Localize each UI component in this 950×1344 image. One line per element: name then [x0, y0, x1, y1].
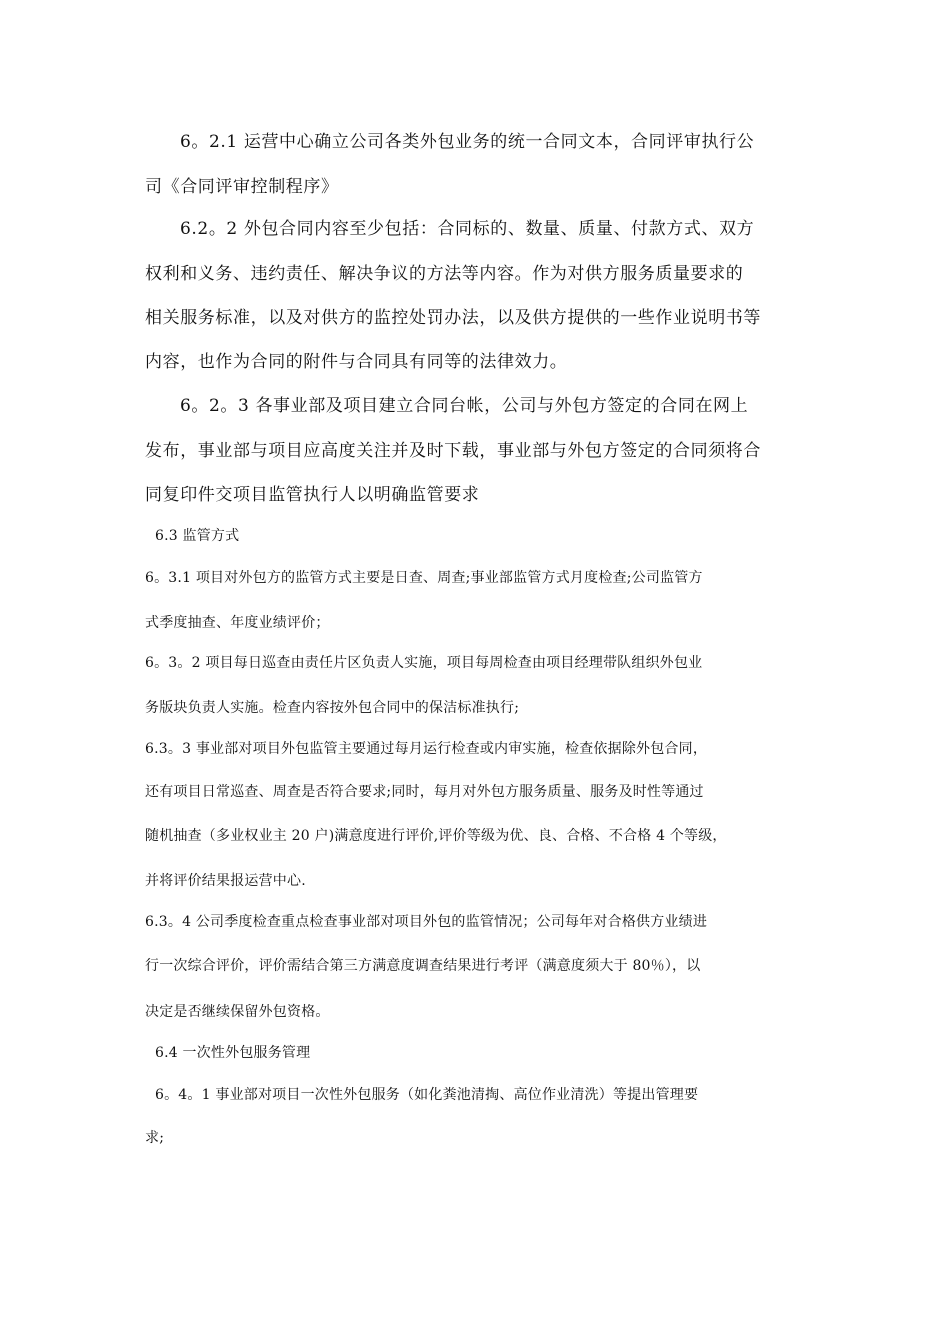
section-heading: 6.3 监管方式 — [155, 528, 240, 544]
text-line: 权利和义务、违约责任、解决争议的方法等内容。作为对供方服务质量要求的 — [145, 264, 744, 284]
text-line: 行一次综合评价，评价需结合第三方满意度调查结果进行考评（满意度须大于 80％），以 — [145, 958, 701, 974]
text-line: 还有项目日常巡查、周查是否符合要求;同时，每月对外包方服务质量、服务及时性等通过 — [145, 784, 704, 800]
text-line: 随机抽查（多业权业主 20 户)满意度进行评价,评价等级为优、良、合格、不合格 4 个等级， — [145, 828, 727, 844]
text-line: 发布，事业部与项目应高度关注并及时下载，事业部与外包方签定的合同须将合 — [145, 441, 761, 461]
text-line: 6.2。2 外包合同内容至少包括：合同标的、数量、质量、付款方式、双方 — [180, 219, 755, 239]
text-line: 6。3。2 项目每日巡查由责任片区负责人实施，项目每周检查由项目经理带队组织外包业 — [145, 655, 703, 671]
text-line: 并将评价结果报运营中心. — [145, 873, 306, 889]
text-line: 6。4。1 事业部对项目一次性外包服务（如化粪池清掏、高位作业清洗）等提出管理要 — [155, 1087, 699, 1103]
text-line: 6。2。3 各事业部及项目建立合同台帐，公司与外包方签定的合同在网上 — [180, 396, 749, 416]
text-line: 6.3。4 公司季度检查重点检查事业部对项目外包的监管情况；公司每年对合格供方业绩进 — [145, 914, 708, 930]
text-line: 求; — [145, 1130, 165, 1146]
text-line: 6.3。3 事业部对项目外包监管主要通过每月运行检查或内审实施，检查依据除外包合同， — [145, 741, 708, 757]
text-line: 内容，也作为合同的附件与合同具有同等的法律效力。 — [145, 352, 568, 372]
text-line: 务版块负责人实施。检查内容按外包合同中的保洁标准执行; — [145, 700, 520, 716]
text-line: 6。3.1 项目对外包方的监管方式主要是日查、周查;事业部监管方式月度检查;公司监管方 — [145, 570, 703, 586]
text-line: 相关服务标准，以及对供方的监控处罚办法，以及供方提供的一些作业说明书等 — [145, 308, 761, 328]
section-heading: 6.4 一次性外包服务管理 — [155, 1045, 311, 1061]
text-line: 同复印件交项目监管执行人以明确监管要求 — [145, 485, 480, 505]
text-line: 6。2.1 运营中心确立公司各类外包业务的统一合同文本，合同评审执行公 — [180, 132, 755, 152]
text-line: 司《合同评审控制程序》 — [145, 177, 339, 197]
text-line: 式季度抽查、年度业绩评价； — [145, 615, 330, 631]
text-line: 决定是否继续保留外包资格。 — [145, 1004, 330, 1020]
